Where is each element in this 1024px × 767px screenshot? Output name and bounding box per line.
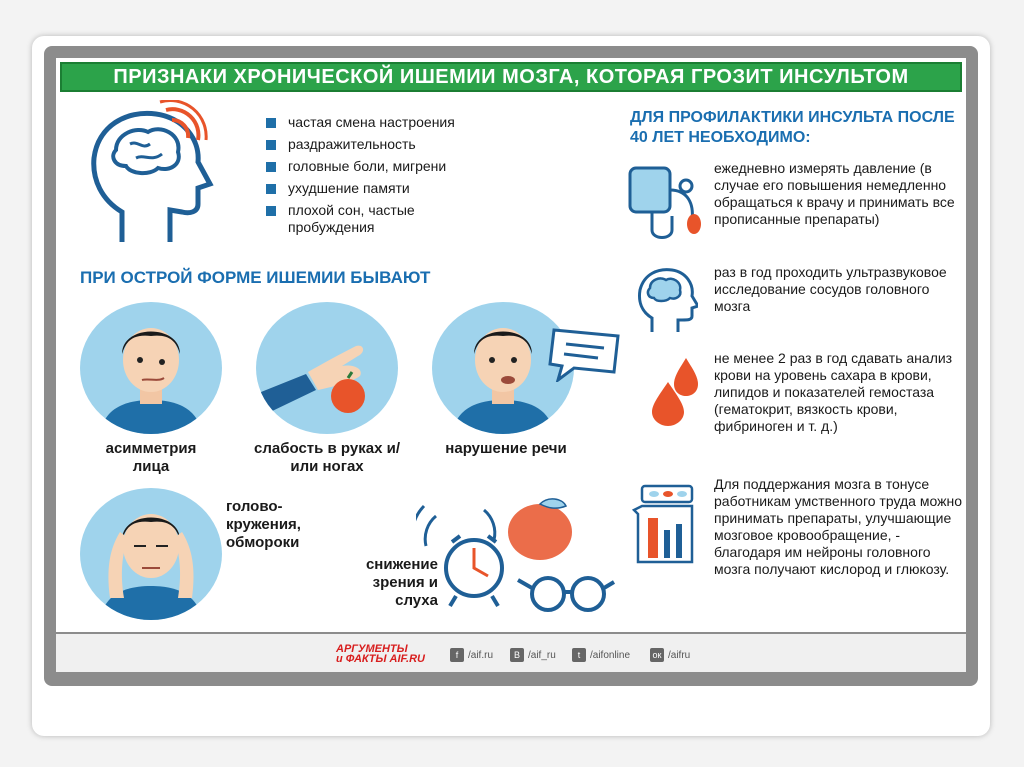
prevention-heading: ДЛЯ ПРОФИЛАКТИКИ ИНСУЛЬТА ПОСЛЕ 40 ЛЕТ НЕОБХОДИМО: [630, 109, 955, 146]
pill-box-icon [632, 484, 696, 564]
social-vk[interactable]: В /aif_ru [510, 648, 556, 662]
list-item: плохой сон, частые пробуждения [266, 202, 468, 236]
caption-speech: нарушение речи [445, 440, 567, 457]
speech-bubble-icon [548, 326, 622, 382]
social-odnoklassniki[interactable]: ок /aifru [650, 648, 690, 662]
social-twitter[interactable]: t /aifonline [572, 648, 630, 662]
tip-pressure: ежедневно измерять давление (в случае его повышения немедленно обращаться к врачу и принимать все прописанные препараты) [714, 160, 955, 227]
bullet-square-icon [266, 118, 276, 128]
list-item: частая смена настроения [266, 114, 546, 131]
tip-brain-support: Для поддержания мозга в тонусе работникам умственного труда можно принимать препараты, улучшающие мозговое кровообращение, - благодаря им нейроны головного мозга получают кислород и глюкозу. [714, 476, 962, 577]
tip-ultrasound: раз в год проходить ультразвуковое исследование сосудов головного мозга [714, 264, 947, 314]
dizziness-illustration [80, 488, 222, 620]
list-item: головные боли, мигрени [266, 158, 546, 175]
face-asymmetry-illustration [80, 302, 222, 434]
clock-apple-glasses-icon [416, 496, 616, 612]
blood-pressure-monitor-icon [628, 160, 708, 244]
hand-weakness-illustration [256, 302, 398, 434]
aif-logo[interactable]: АРГУМЕНТЫ и ФАКТЫ AIF.RU [336, 643, 426, 665]
twitter-icon: t [572, 648, 586, 662]
caption-senses: снижение зрения и слуха [365, 556, 438, 609]
acute-heading: ПРИ ОСТРОЙ ФОРМЕ ИШЕМИИ БЫВАЮТ [80, 268, 431, 287]
caption-dizziness: голово- кружения, обмороки [226, 498, 301, 551]
vk-icon: В [510, 648, 524, 662]
list-item: раздражительность [266, 136, 546, 153]
bullet-square-icon [266, 184, 276, 194]
head-scan-icon [636, 264, 698, 334]
facebook-icon: f [450, 648, 464, 662]
poster-title: ПРИЗНАКИ ХРОНИЧЕСКОЙ ИШЕМИИ МОЗГА, КОТОРАЯ ГРОЗИТ ИНСУЛЬТОМ [60, 62, 962, 92]
bullet-square-icon [266, 162, 276, 172]
odnoklassniki-icon: ок [650, 648, 664, 662]
list-item: ухудшение памяти [266, 180, 546, 197]
social-facebook[interactable]: f /aif.ru [450, 648, 493, 662]
blood-drops-icon [650, 356, 704, 428]
caption-asymmetry: асимметрия лица [105, 440, 197, 475]
bullet-square-icon [266, 206, 276, 216]
head-brain-icon [86, 100, 216, 250]
bullet-square-icon [266, 140, 276, 150]
caption-weakness: слабость в руках и/или ногах [254, 440, 400, 475]
chronic-signs-list [266, 114, 546, 241]
tip-blood-test: не менее 2 раз в год сдавать анализ крови на уровень сахара в крови, липидов и показателей гемостаза (гематокрит, вязкость крови, фибриноген и т. д.) [714, 350, 953, 434]
